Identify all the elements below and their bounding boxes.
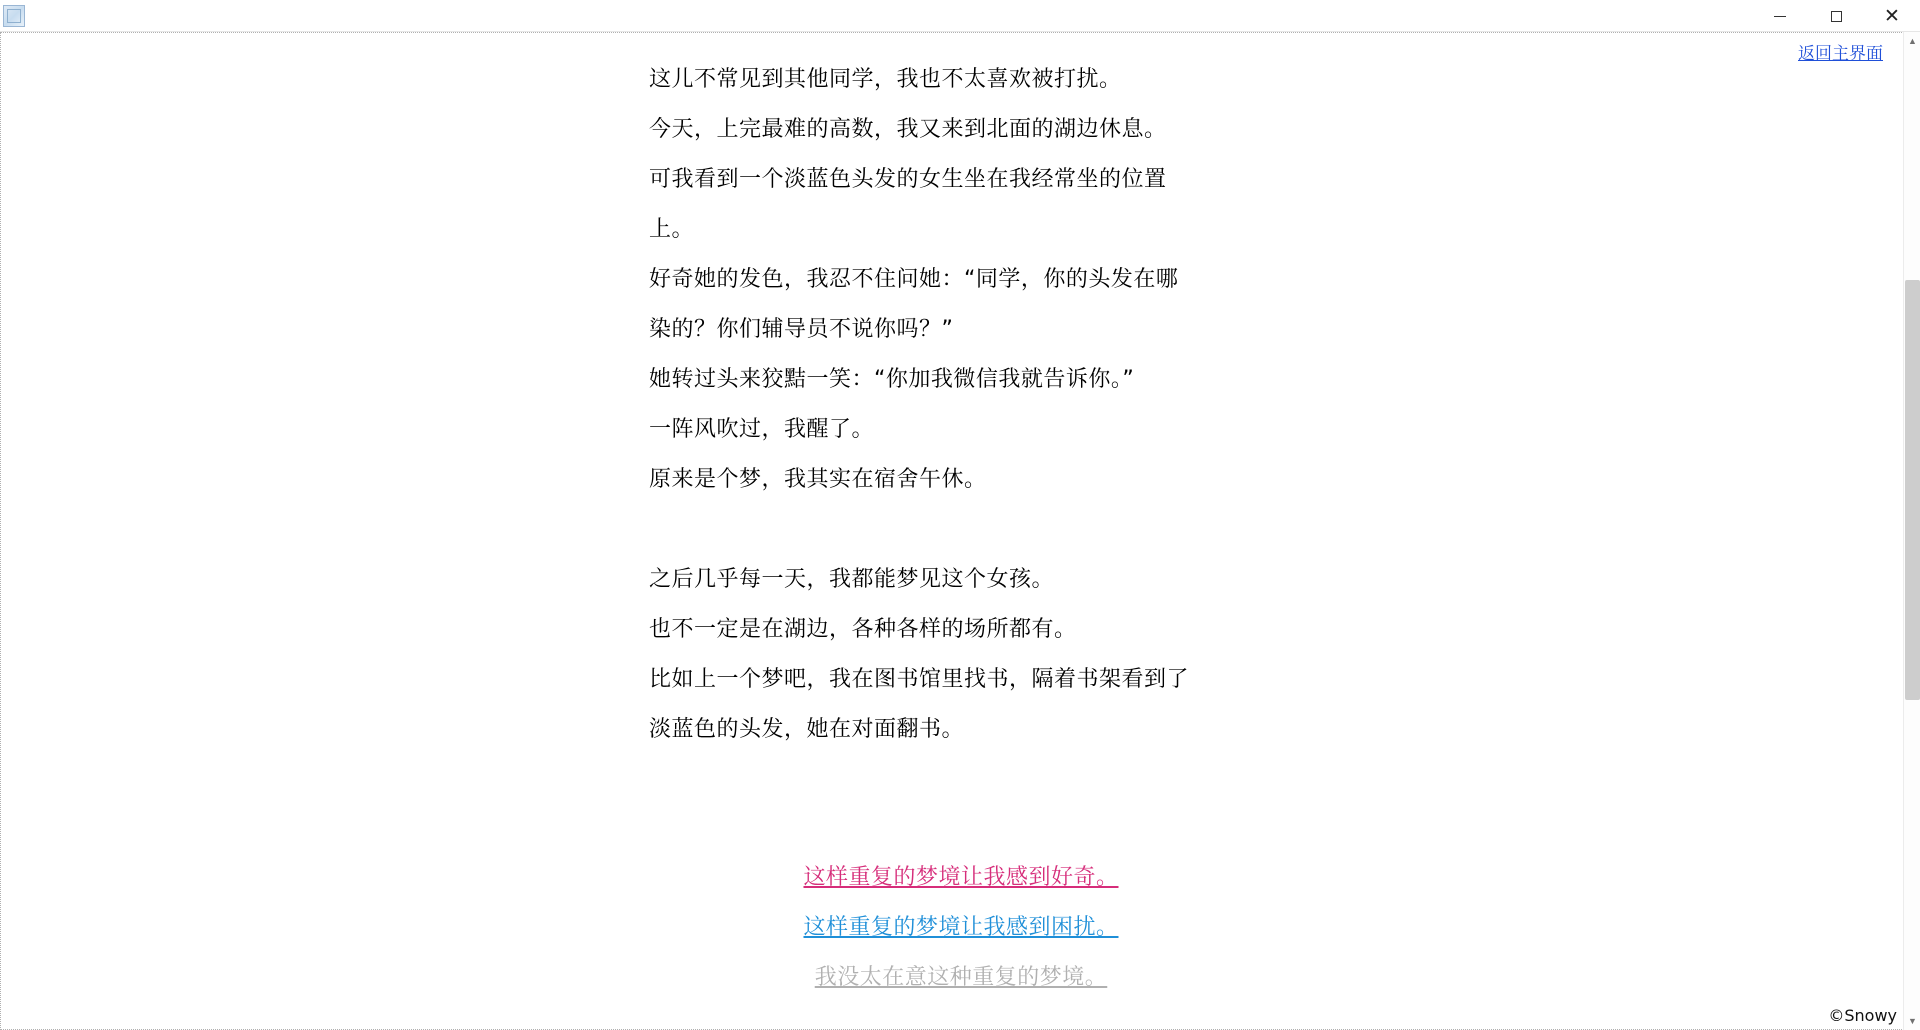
story-line: 原来是个梦，我其实在宿舍午休。 [649,467,987,492]
story-line: 一阵风吹过，我醒了。 [649,417,875,442]
scroll-down-icon[interactable]: ▼ [1904,1012,1920,1030]
scroll-up-icon[interactable]: ▲ [1904,32,1920,50]
story-line: 这儿不常见到其他同学，我也不太喜欢被打扰。 [649,67,1122,92]
choice-row [1,853,1920,903]
app-icon [3,5,25,27]
story-blank-line [649,505,1289,555]
story-line: 也不一定是在湖边，各种各样的场所都有。 [649,617,1077,642]
window-controls [1752,0,1920,32]
scrollbar-thumb[interactable] [1905,280,1920,700]
choice-row [1,953,1920,1003]
vertical-scrollbar[interactable] [1903,32,1920,1030]
close-button[interactable] [1864,0,1920,32]
return-home-link[interactable]: 返回主界面 [1798,44,1883,64]
choice-list [1,853,1920,1003]
close-icon: ✕ [1884,5,1900,27]
story-line: 淡蓝色的头发，她在对面翻书。 [649,717,965,742]
story-line: 今天，上完最难的高数，我又来到北面的湖边休息。 [649,117,1167,142]
choice-row [1,903,1920,953]
story-line: 之后几乎每一天，我都能梦见这个女孩。 [649,567,1055,592]
choice-option-indifferent[interactable]: 我没太在意这种重复的梦境。 [814,965,1108,990]
minimize-icon [1774,16,1786,17]
maximize-icon [1831,11,1842,22]
choice-option-curious[interactable]: 这样重复的梦境让我感到好奇。 [803,865,1119,890]
story-line: 可我看到一个淡蓝色头发的女生坐在我经常坐的位置 [649,167,1167,192]
story-line: 好奇她的发色，我忍不住问她：“同学，你的头发在哪 [649,267,1179,292]
copyright-label: ©Snowy [1828,1006,1897,1025]
maximize-button[interactable] [1808,0,1864,32]
story-line: 比如上一个梦吧，我在图书馆里找书，隔着书架看到了 [649,667,1190,692]
story-text [649,55,1289,755]
choice-option-troubled[interactable]: 这样重复的梦境让我感到困扰。 [803,915,1119,940]
story-line: 上。 [649,217,695,242]
story-line: 染的？你们辅导员不说你吗？” [649,317,954,342]
story-page [0,32,1920,1030]
story-line: 她转过头来狡黠一笑：“你加我微信我就告诉你。” [649,367,1135,392]
minimize-button[interactable] [1752,0,1808,32]
window-titlebar [0,0,1920,32]
